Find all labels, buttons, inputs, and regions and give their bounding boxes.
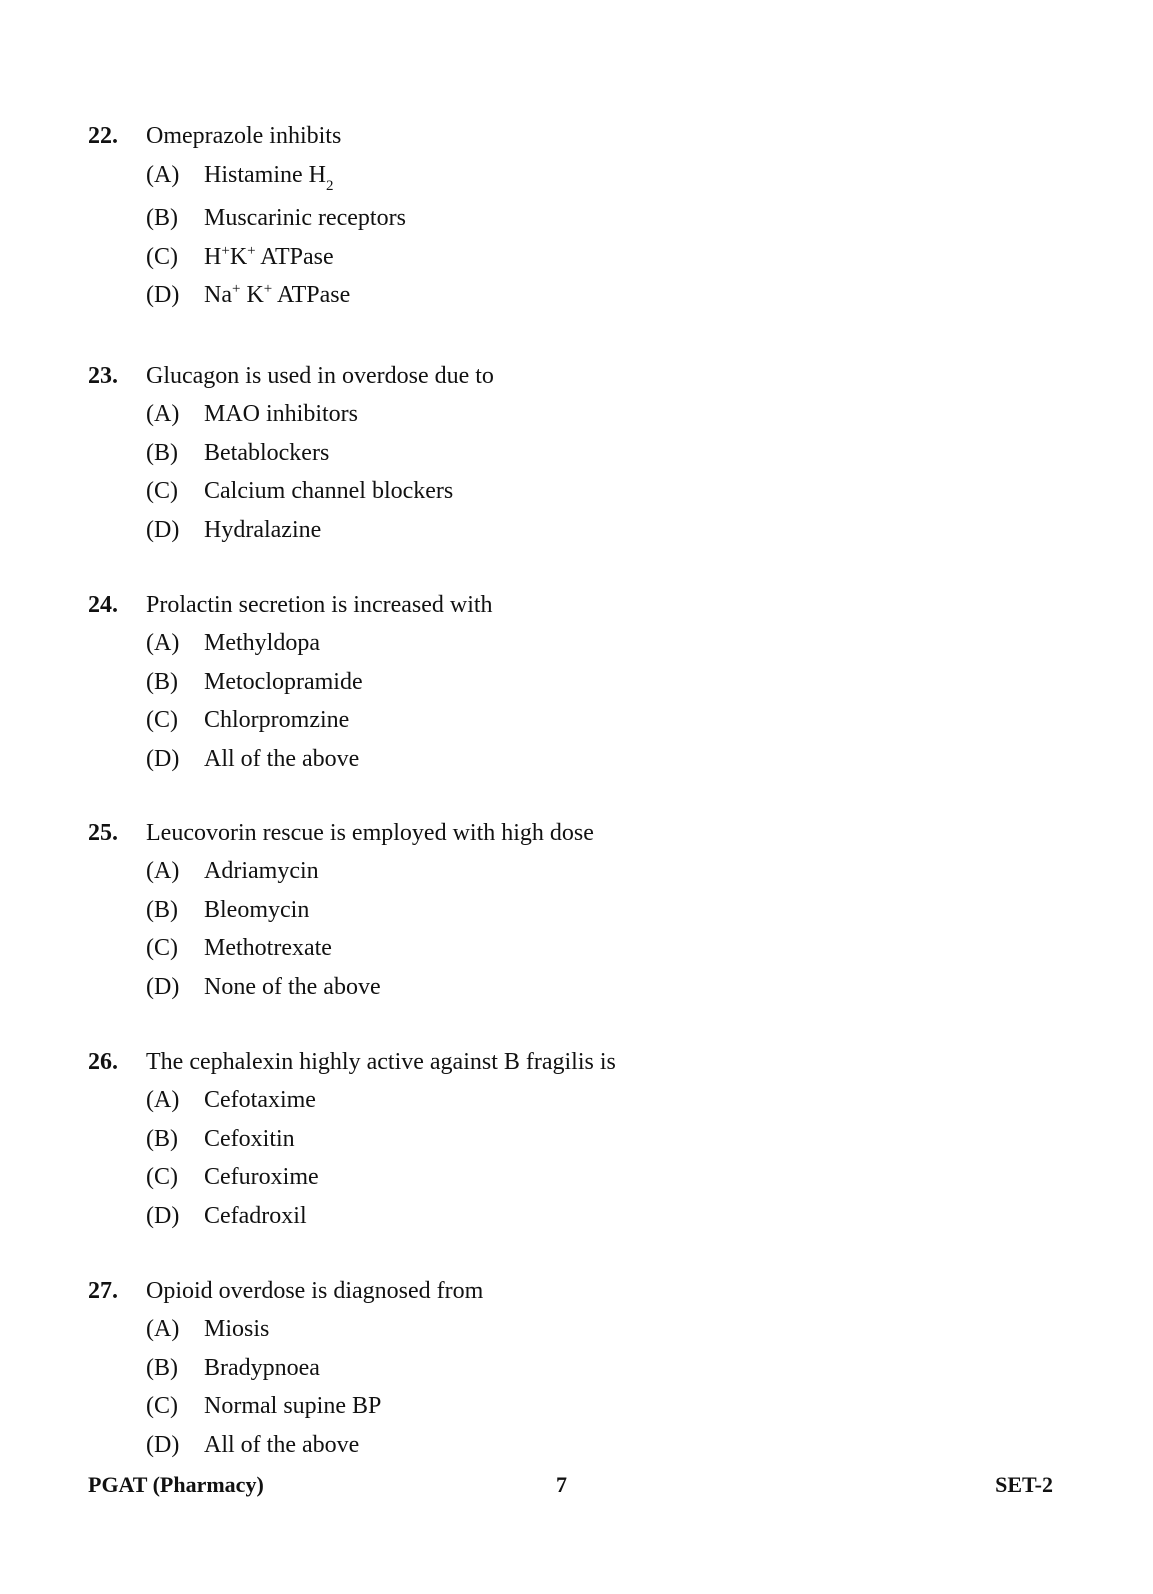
question-number: 26. — [88, 1049, 118, 1075]
option-a — [88, 1310, 1068, 1349]
option-text: Betablockers — [204, 439, 330, 466]
option-d — [88, 740, 1068, 779]
option-a — [88, 1081, 1068, 1120]
option-letter: (D) — [146, 1202, 180, 1229]
option-letter: (B) — [146, 1125, 178, 1152]
option-letter: (A) — [146, 858, 180, 884]
option-superscript: + — [221, 242, 230, 259]
question-text: Omeprazole inhibits — [146, 123, 342, 149]
option-letter: (C) — [146, 1393, 178, 1419]
option-letter: (A) — [146, 401, 180, 427]
option-letter: (C) — [146, 1164, 178, 1190]
option-letter: (C) — [146, 935, 178, 961]
option-text: Cefoxitin — [204, 1125, 295, 1152]
option-c — [88, 701, 1068, 740]
option-text: Metoclopramide — [204, 668, 363, 695]
option-letter: (B) — [146, 896, 178, 923]
question-text: Opioid overdose is diagnosed from — [146, 1278, 484, 1304]
option-letter: (B) — [146, 439, 178, 466]
question-stem — [88, 814, 1068, 852]
question-25 — [88, 814, 1068, 1006]
question-22 — [88, 117, 1068, 315]
option-letter: (D) — [146, 745, 180, 772]
option-text: Adriamycin — [204, 858, 319, 884]
option-b — [88, 434, 1068, 473]
option-letter: (B) — [146, 668, 178, 695]
question-23 — [88, 357, 1068, 549]
option-letter: (D) — [146, 973, 180, 1000]
question-text: The cephalexin highly active against B fragilis is — [146, 1049, 616, 1075]
option-text-part: K — [229, 243, 248, 270]
option-text: Hydralazine — [204, 516, 322, 543]
option-text: All of the above — [204, 745, 360, 772]
question-number: 23. — [88, 363, 118, 389]
question-text: Prolactin secretion is increased with — [146, 592, 493, 618]
option-text: Cefotaxime — [204, 1087, 316, 1113]
option-text: Cefuroxime — [204, 1164, 319, 1190]
option-letter: (D) — [146, 516, 180, 543]
question-stem — [88, 586, 1068, 624]
option-text: Miosis — [204, 1316, 270, 1342]
option-c — [88, 472, 1068, 511]
option-text: All of the above — [204, 1431, 360, 1458]
option-c — [88, 1387, 1068, 1426]
option-a — [88, 155, 1068, 199]
option-letter: (A) — [146, 162, 180, 188]
option-c — [88, 929, 1068, 968]
option-a — [88, 852, 1068, 891]
question-27 — [88, 1272, 1068, 1464]
option-letter: (C) — [146, 478, 178, 504]
option-letter: (D) — [146, 1431, 180, 1458]
option-superscript: + — [231, 281, 241, 297]
option-text: Histamine H — [204, 162, 326, 188]
option-d — [88, 511, 1068, 550]
option-d — [88, 1426, 1068, 1465]
question-26 — [88, 1043, 1068, 1235]
option-text-part: K — [240, 282, 264, 308]
option-d — [88, 276, 1068, 315]
option-superscript: + — [263, 281, 273, 297]
option-letter: (B) — [146, 205, 178, 231]
question-text: Glucagon is used in overdose due to — [146, 363, 494, 389]
option-letter: (D) — [146, 282, 180, 308]
page-number: 7 — [556, 1472, 567, 1497]
option-text: Methotrexate — [204, 935, 332, 961]
question-stem — [88, 1043, 1068, 1081]
question-text: Leucovorin rescue is employed with high dose — [146, 820, 594, 846]
option-text: Methyldopa — [204, 630, 320, 656]
option-text: Bleomycin — [204, 896, 310, 923]
option-b — [88, 663, 1068, 702]
question-stem — [88, 1272, 1068, 1310]
set-label: SET-2 — [995, 1472, 1053, 1497]
question-stem — [88, 357, 1068, 395]
option-text: Chlorpromzine — [204, 707, 350, 733]
option-c — [88, 238, 1068, 277]
option-b — [88, 1349, 1068, 1388]
option-text: Normal supine BP — [204, 1393, 382, 1419]
option-text: Muscarinic receptors — [204, 205, 406, 231]
option-a — [88, 395, 1068, 434]
option-text: None of the above — [204, 973, 381, 1000]
option-c — [88, 1158, 1068, 1197]
option-letter: (C) — [146, 707, 178, 733]
option-letter: (A) — [146, 1316, 180, 1342]
option-text-part: Na — [204, 282, 232, 308]
option-b — [88, 199, 1068, 238]
option-d — [88, 1197, 1068, 1236]
option-d — [88, 968, 1068, 1007]
page-footer — [88, 1470, 1053, 1500]
question-number: 22. — [88, 123, 118, 149]
option-text: Cefadroxil — [204, 1202, 307, 1229]
option-superscript: + — [247, 242, 256, 259]
question-number: 24. — [88, 592, 118, 618]
option-b — [88, 1120, 1068, 1159]
option-text: MAO inhibitors — [204, 401, 359, 427]
option-letter: (A) — [146, 630, 180, 656]
question-stem — [88, 117, 1068, 155]
option-text-part: ATPase — [255, 243, 334, 270]
exam-name: PGAT (Pharmacy) — [88, 1472, 264, 1497]
question-number: 25. — [88, 820, 118, 846]
question-number: 27. — [88, 1278, 118, 1304]
option-text: Calcium channel blockers — [204, 478, 454, 504]
option-subscript: 2 — [325, 177, 334, 194]
option-letter: (C) — [146, 243, 178, 270]
option-a — [88, 624, 1068, 663]
option-text-part: ATPase — [272, 282, 351, 308]
option-b — [88, 891, 1068, 930]
option-letter: (A) — [146, 1087, 180, 1113]
option-letter: (B) — [146, 1354, 178, 1381]
option-text: Bradypnoea — [204, 1354, 320, 1381]
option-text-part: H — [204, 243, 222, 270]
question-24 — [88, 586, 1068, 778]
